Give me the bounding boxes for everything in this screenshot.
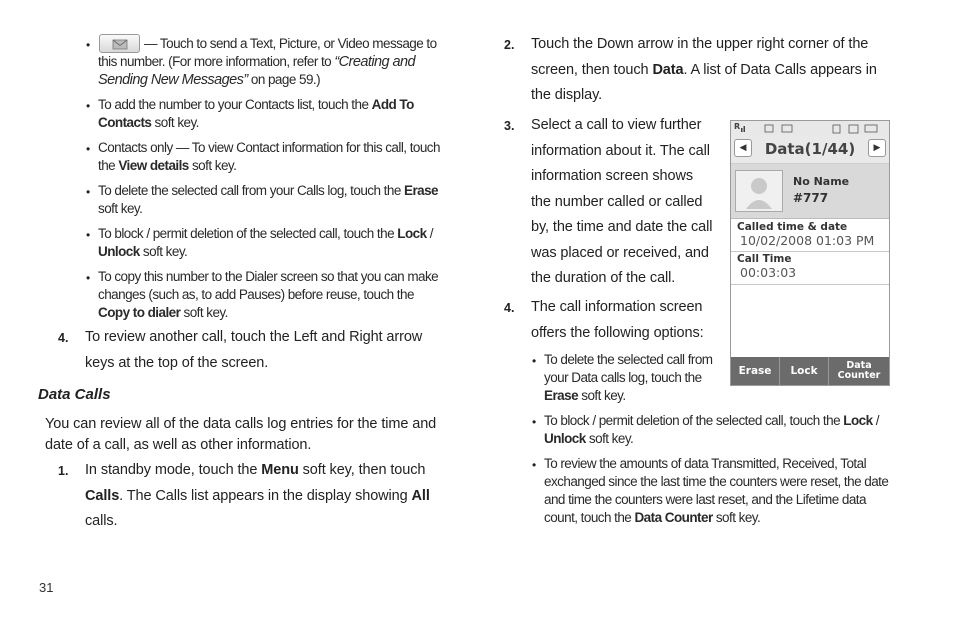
bullet: • [86,271,91,285]
step-review-another-call: To review another call, touch the Left and Right arrow keys at the top of the screen. [85,329,423,371]
lock-softkey[interactable]: Lock [780,357,829,385]
erase-softkey[interactable]: Erase [731,357,780,385]
phone-title: Data(1/44) [764,140,856,158]
called-time-value: 10/02/2008 01:03 PM [740,233,875,248]
contact-avatar-icon [735,170,783,212]
right-arrow-icon[interactable]: ▶ [868,139,886,157]
bullet: • [532,415,537,429]
contact-card [731,164,889,219]
soft-keys [731,357,889,385]
call-time-label: Call Time [737,253,792,265]
step-number: 4. [504,301,515,315]
bullet: • [86,142,91,156]
bullet-add-to-contacts: To add the number to your Contacts list, touch the Add To Contacts soft key. [98,97,414,130]
call-time-value: 00:03:03 [740,265,797,280]
step-number: 3. [504,119,515,133]
bullet: • [86,38,91,52]
call-time-section [731,251,889,280]
bullet-text: — Touch to send a Text, Picture, or Video message to this number. (For more information, refer to [98,36,437,69]
contact-number: #777 [793,191,829,205]
bullet: • [532,354,537,368]
contact-name: No Name #777 [793,175,850,205]
bullet: • [86,99,91,113]
intro-paragraph: You can review all of the data calls log entries for the time and date of a call, as well as other information. [45,416,437,453]
step-standby-mode: In standby mode, touch the Menu soft key, then touch Calls. The Calls list appears in the display showing All calls. [85,462,430,529]
step-number: 2. [504,38,515,52]
page-number: 31 [39,580,54,595]
called-time-label: Called time & date [737,221,848,233]
status-icons [741,124,881,134]
bullet-data-counter: To review the amounts of data Transmitted, Received, Total exchanged since the last time the counters were reset, the date and time the counters were last reset, and the Lifetime data count, touch the Data Counter soft key. [544,456,889,525]
phone-screenshot [730,120,890,386]
bullet-text: on page 59.) [247,72,321,87]
bullet: • [86,185,91,199]
bullet: • [86,228,91,242]
phone-title-bar [731,135,889,164]
xref-link[interactable]: “Creating and Sending New Messages” [98,54,416,88]
step-number: 1. [58,464,69,478]
status-bar [731,121,889,135]
step-number: 4. [58,331,69,345]
data-counter-softkey[interactable]: Data Counter [837,360,881,381]
bullet-view-details: Contacts only — To view Contact information for this call, touch the View details soft key. [98,140,440,173]
step-select-call: Select a call to view further information about it. The call information screen shows the number called or called by, the time and date the call was placed or received, and the duration of the call. [531,117,713,286]
bullet-copy-to-dialer: To copy this number to the Dialer screen so that you can make changes (such as, to add Pauses) before reuse, touch the Copy to dialer soft key. [98,269,439,320]
bullet-erase-data: To delete the selected call from your Data calls log, touch the Erase soft key. [544,352,713,403]
step-options: The call information screen offers the following options: [531,299,704,341]
section-heading: Data Calls [38,386,111,403]
step-touch-down-arrow: Touch the Down arrow in the upper right corner of the screen, then touch Data. A list of Data Calls appears in the display. [531,36,877,103]
bullet-send-message [98,35,446,89]
left-arrow-icon[interactable]: ◀ [734,139,752,157]
bullet-erase: To delete the selected call from your Calls log, touch the Erase soft key. [98,183,439,216]
bullet-lock-data: To block / permit deletion of the selected call, touch the Lock / Unlock soft key. [544,413,879,446]
bullet: • [532,458,537,472]
signal-icon: R [734,122,741,131]
bullet-lock: To block / permit deletion of the selected call, touch the Lock / Unlock soft key. [98,226,433,259]
called-time-section [731,219,889,248]
